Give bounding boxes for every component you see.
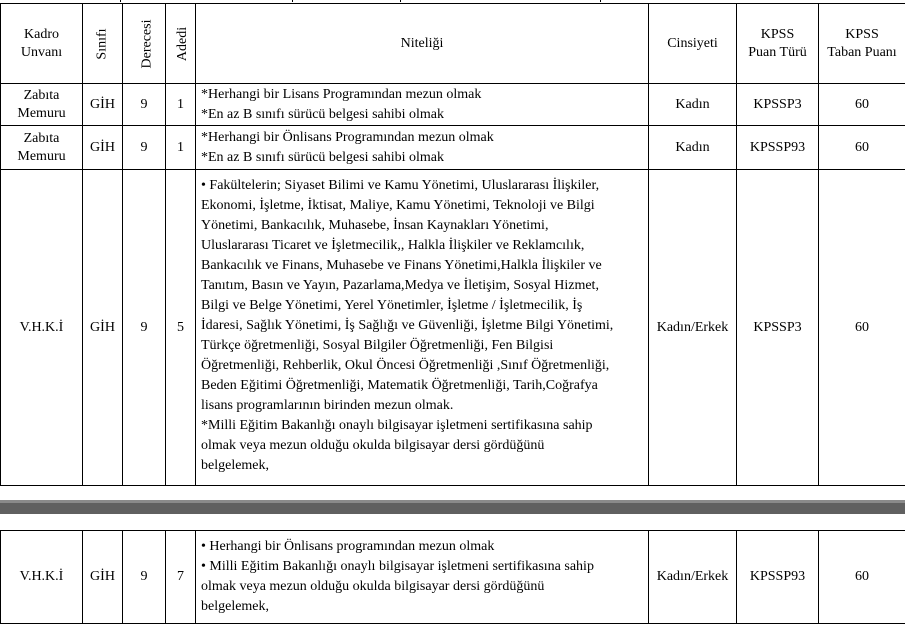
cell-taban-puan: 60 <box>819 170 905 486</box>
cell-derece: 9 <box>123 84 166 126</box>
table-row <box>1 84 905 126</box>
cell-puan-turu: KPSSP3 <box>737 84 819 126</box>
cell-sinif: GİH <box>83 126 123 170</box>
table-row <box>1 126 905 170</box>
header-derecesi: Derecesi <box>123 4 166 84</box>
cell-nitelik: • Herhangi bir Önlisans programından mezun olmak • Milli Eğitim Bakanlığı onaylı bilgisayar işletmeni sertifikasına sahip olmak veya mezun olduğu okulda bilgisayar dersi gördüğünü belgelemek, <box>196 531 649 624</box>
cell-taban-puan: 60 <box>819 84 905 126</box>
cell-cinsiyet: Kadın <box>649 126 737 170</box>
cell-derece: 9 <box>123 531 166 624</box>
section-separator-bar <box>0 500 905 514</box>
header-kadro-unvani: Kadro Unvanı <box>1 4 83 84</box>
cell-puan-turu: KPSSP3 <box>737 170 819 486</box>
cell-cinsiyet: Kadın/Erkek <box>649 531 737 624</box>
cell-taban-puan: 60 <box>819 531 905 624</box>
cell-sinif: GİH <box>83 531 123 624</box>
header-adedi: Adedi <box>166 4 196 84</box>
header-cinsiyeti: Cinsiyeti <box>649 4 737 84</box>
cell-nitelik: • Fakültelerin; Siyaset Bilimi ve Kamu Yönetimi, Uluslararası İlişkiler, Ekonomi, İşletme, İktisat, Maliye, Kamu Yönetimi, Teknoloji ve Bilgi Yönetimi, Bankacılık, Muhasebe, İnsan Kaynakları Yönetimi, Uluslararası Ticaret ve İşletmecilik,, Halkla İlişkiler ve Reklamcılık, Bankacılık ve Finans, Muhasebe ve Finans Yönetimi,Halkla İlişkiler ve Tanıtım, Basın ve Yayın, Pazarlama,Medya ve İletişim, Sosyal Hizmet, Bilgi ve Belge Yönetimi, Yerel Yönetimler, İşletme / İşletmecilik, İş İdaresi, Sağlık Yönetimi, İş Sağlığı ve Güvenliği, İşletme Bilgi Yönetimi, Türkçe öğretmenliği, Sosyal Bilgiler Öğretmenliği, Fen Bilgisi Öğretmenliği, Rehberlik, Okul Öncesi Öğretmenliği ,Sınıf Öğretmenliği, Beden Eğitimi Öğretmenliği, Matematik Öğretmenliği, Tarih,Coğrafya lisans programlarının birinden mezun olmak. *Milli Eğitim Bakanlığı onaylı bilgisayar işletmeni sertifikasına sahip olmak veya mezun olduğu okulda bilgisayar dersi gördüğünü belgelemek, <box>196 170 649 486</box>
cell-unvan: V.H.K.İ <box>1 531 83 624</box>
positions-table-continued <box>0 530 905 624</box>
header-kpss-taban-puani: KPSS Taban Puanı <box>819 4 905 84</box>
header-row <box>1 4 905 84</box>
cell-derece: 9 <box>123 170 166 486</box>
cell-nitelik: *Herhangi bir Önlisans Programından mezun olmak *En az B sınıfı sürücü belgesi sahibi olmak <box>196 126 649 170</box>
cell-taban-puan: 60 <box>819 126 905 170</box>
cell-cinsiyet: Kadın/Erkek <box>649 170 737 486</box>
header-kpss-puan-turu: KPSS Puan Türü <box>737 4 819 84</box>
positions-table <box>0 3 905 486</box>
cell-puan-turu: KPSSP93 <box>737 126 819 170</box>
cell-cinsiyet: Kadın <box>649 84 737 126</box>
cell-adet: 1 <box>166 84 196 126</box>
cell-unvan: Zabıta Memuru <box>1 84 83 126</box>
cell-adet: 5 <box>166 170 196 486</box>
cell-adet: 1 <box>166 126 196 170</box>
cell-adet: 7 <box>166 531 196 624</box>
cell-unvan: V.H.K.İ <box>1 170 83 486</box>
cell-derece: 9 <box>123 126 166 170</box>
cell-sinif: GİH <box>83 84 123 126</box>
cell-sinif: GİH <box>83 170 123 486</box>
table-row <box>1 170 905 486</box>
cell-nitelik: *Herhangi bir Lisans Programından mezun olmak *En az B sınıfı sürücü belgesi sahibi olmak <box>196 84 649 126</box>
table-row <box>1 531 905 624</box>
header-niteligi: Niteliği <box>196 4 649 84</box>
cell-unvan: Zabıta Memuru <box>1 126 83 170</box>
cell-puan-turu: KPSSP93 <box>737 531 819 624</box>
header-sinifi: Sınıfı <box>83 4 123 84</box>
